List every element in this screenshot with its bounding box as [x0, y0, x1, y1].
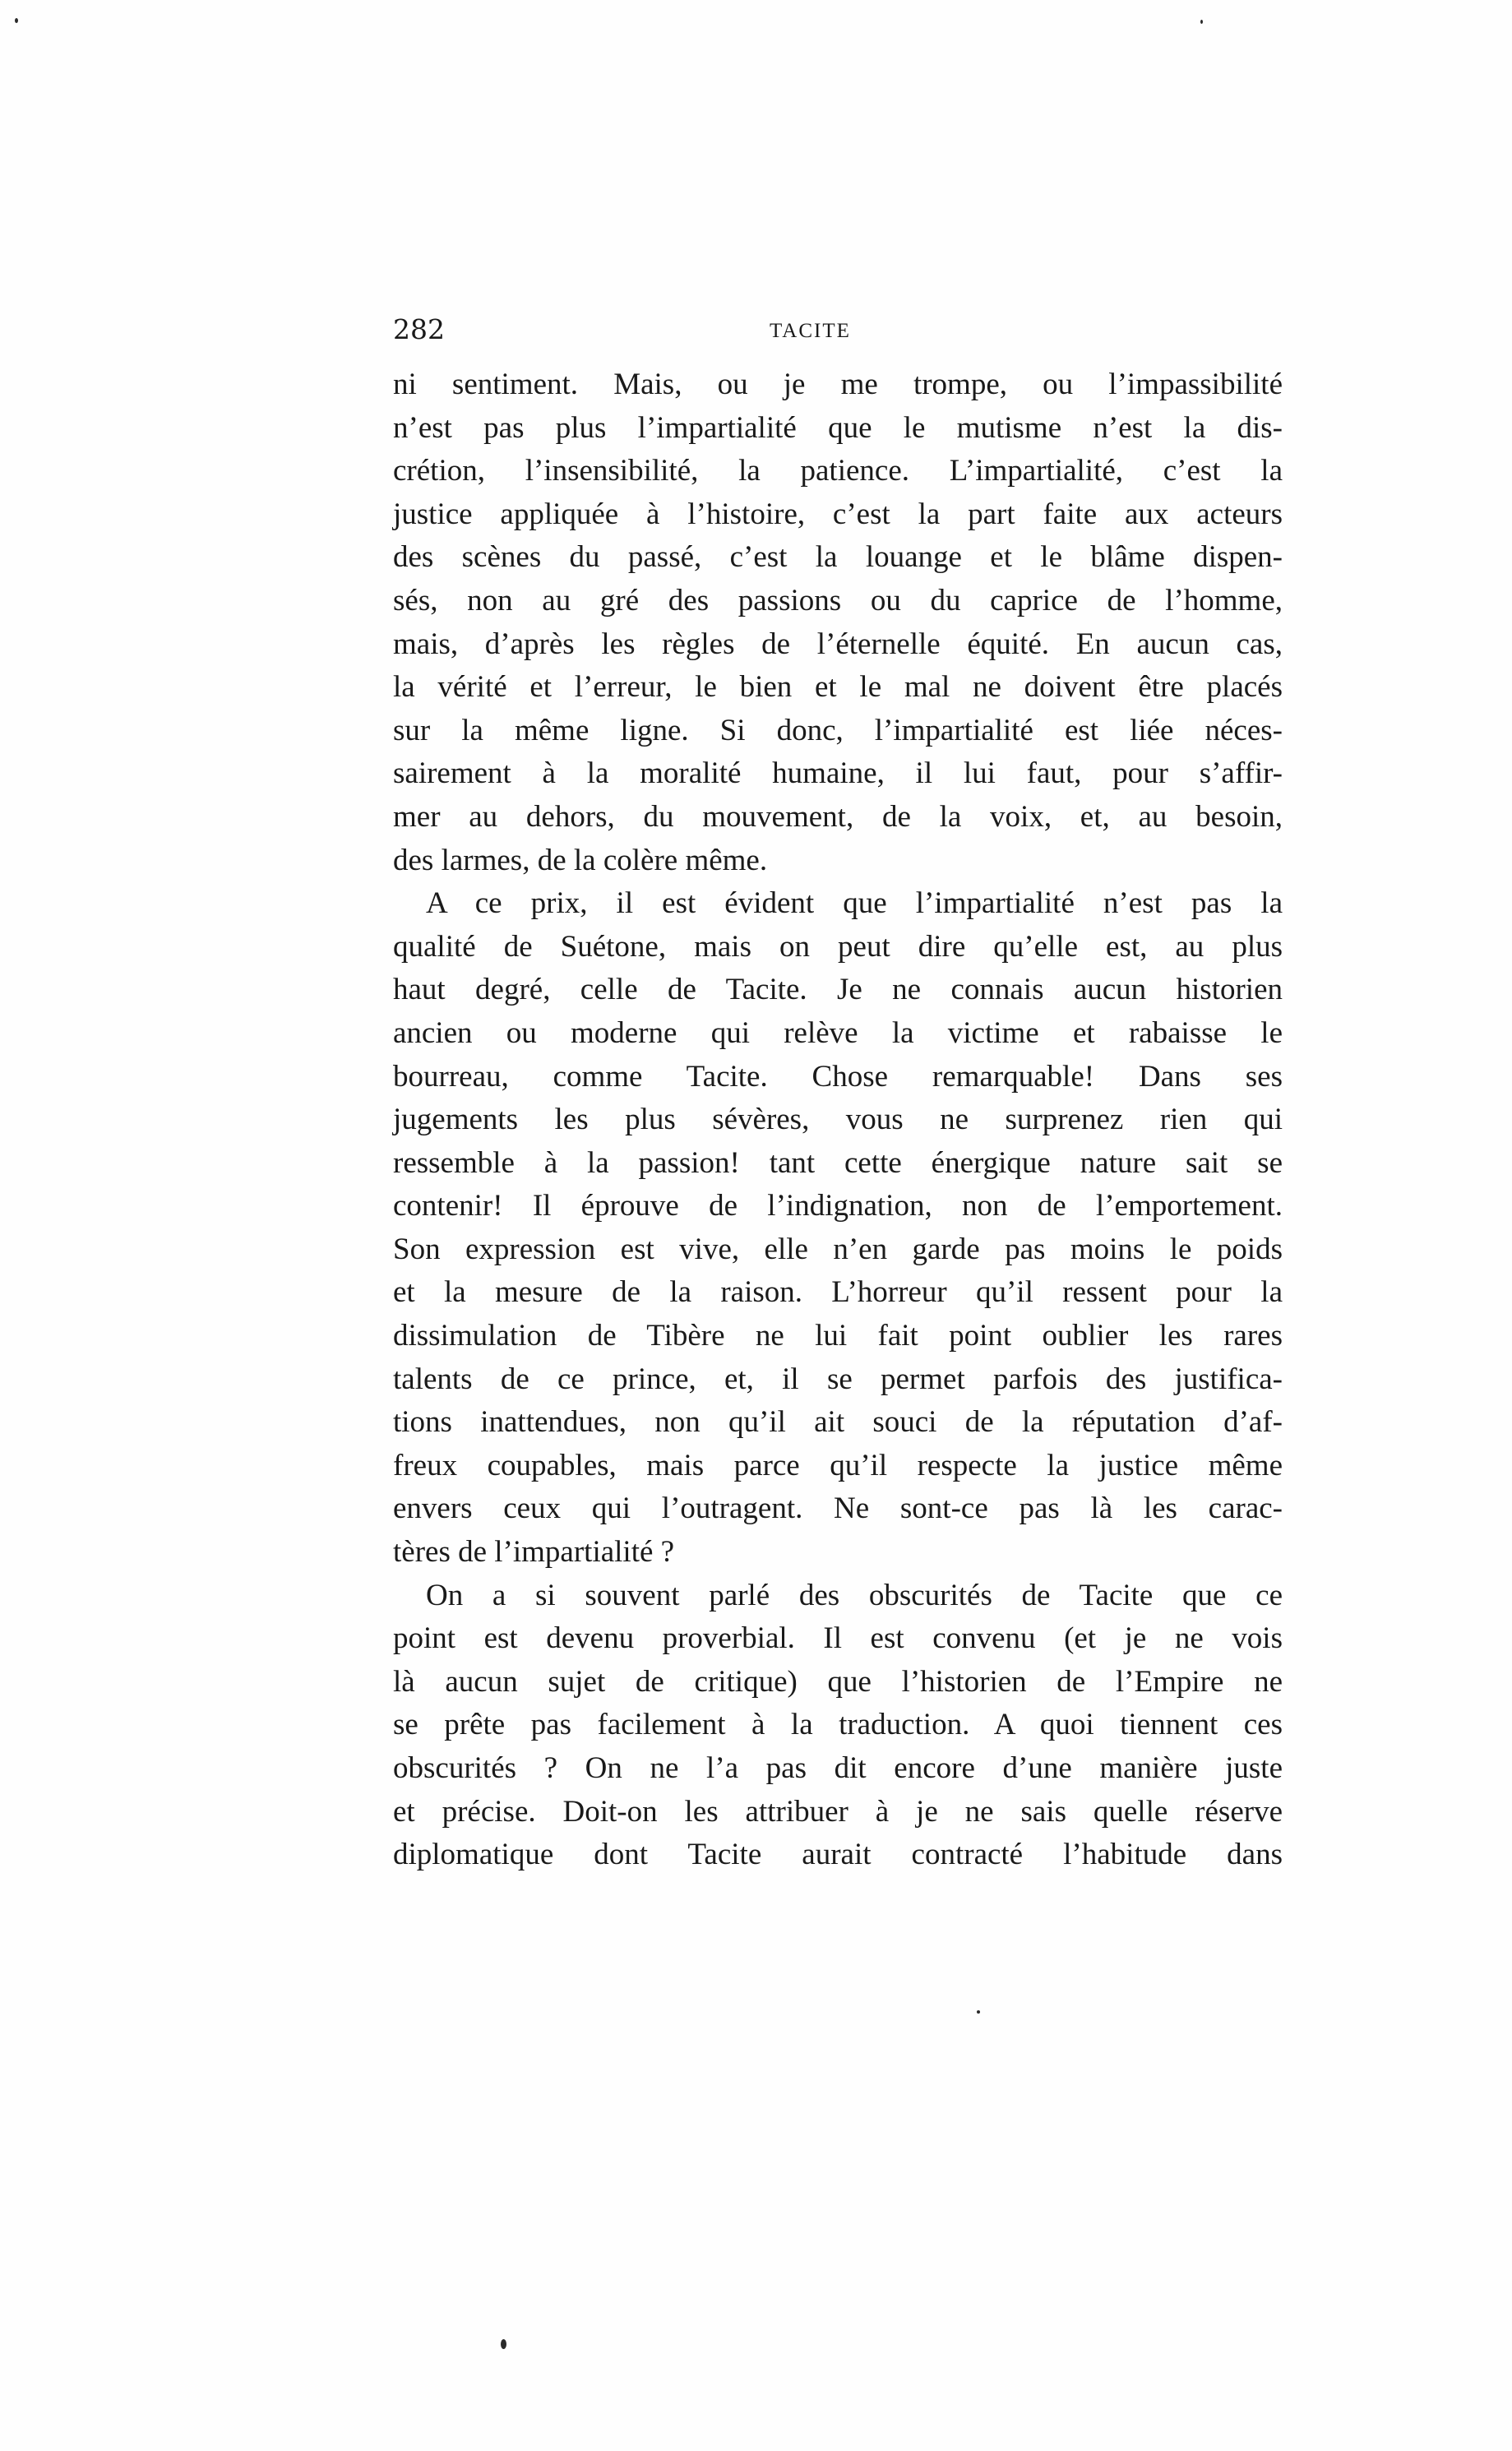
text-line: n’est pas plus l’impartialité que le mutisme n’est la dis-: [393, 410, 1283, 445]
text-line: haut degré, celle de Tacite. Je ne connais aucun historien: [393, 973, 1283, 1007]
text-line: se prête pas facilement à la traduction. A quoi tiennent ces: [393, 1708, 1283, 1742]
text-line: tères de l’impartialité ?: [393, 1535, 675, 1570]
text-line: bourreau, comme Tacite. Chose remarquable! Dans ses: [393, 1059, 1283, 1094]
text-line: ressemble à la passion! tant cette énergique nature sait se: [393, 1145, 1283, 1180]
text-line: dissimulation de Tibère ne lui fait point oublier les rares: [393, 1319, 1283, 1353]
text-line: crétion, l’insensibilité, la patience. L’impartialité, c’est la: [393, 454, 1283, 488]
text-line: sés, non au gré des passions ou du caprice de l’homme,: [393, 583, 1283, 617]
text-line: là aucun sujet de critique) que l’historien de l’Empire ne: [393, 1664, 1283, 1699]
text-line: mer au dehors, du mouvement, de la voix, et, au besoin,: [393, 799, 1283, 834]
text-line: et la mesure de la raison. L’horreur qu’il ressent pour la: [393, 1275, 1283, 1310]
text-line: point est devenu proverbial. Il est convenu (et je ne vois: [393, 1621, 1283, 1656]
ink-speck: [501, 2339, 506, 2349]
text-line: la vérité et l’erreur, le bien et le mal ne doivent être placés: [393, 670, 1283, 705]
text-line: Son expression est vive, elle n’en garde pas moins le poids: [393, 1232, 1283, 1266]
ink-speck: [977, 2010, 980, 2014]
body-text: [393, 363, 1283, 1877]
text-line: talents de ce prince, et, il se permet parfois des justifica-: [393, 1362, 1283, 1396]
text-line: jugements les plus sévères, vous ne surprenez rien qui: [393, 1103, 1283, 1137]
text-line: ni sentiment. Mais, ou je me trompe, ou l’impassibilité: [393, 368, 1283, 401]
text-line: sairement à la moralité humaine, il lui faut, pour s’affir-: [393, 756, 1283, 791]
running-head: TACITE: [770, 320, 851, 342]
text-line: diplomatique dont Tacite aurait contracté l’habitude dans: [393, 1838, 1283, 1872]
paragraph-start-line: A ce prix, il est évident que l’impartialité n’est pas la: [426, 886, 1283, 921]
text-line: des larmes, de la colère même.: [393, 843, 768, 877]
text-line: contenir! Il éprouve de l’indignation, non de l’emportement.: [393, 1189, 1283, 1223]
paragraph-start-line: On a si souvent parlé des obscurités de Tacite que ce: [426, 1578, 1283, 1612]
text-line: freux coupables, mais parce qu’il respecte la justice même: [393, 1448, 1283, 1482]
ink-speck: [1200, 20, 1203, 24]
ink-speck: [15, 18, 18, 23]
text-line: et précise. Doit-on les attribuer à je ne sais quelle réserve: [393, 1794, 1283, 1829]
text-line: des scènes du passé, c’est la louange et le blâme dispen-: [393, 540, 1283, 575]
text-line: obscurités ? On ne l’a pas dit encore d’une manière juste: [393, 1751, 1283, 1785]
text-line: envers ceux qui l’outragent. Ne sont-ce pas là les carac-: [393, 1491, 1283, 1526]
text-line: qualité de Suétone, mais on peut dire qu’elle est, au plus: [393, 929, 1283, 964]
page-header: [393, 309, 1283, 350]
page-number: 282: [393, 313, 445, 345]
text-line: justice appliquée à l’histoire, c’est la part faite aux acteurs: [393, 497, 1283, 531]
text-line: sur la même ligne. Si donc, l’impartialité est liée néces-: [393, 713, 1283, 747]
text-line: mais, d’après les règles de l’éternelle équité. En aucun cas,: [393, 627, 1283, 661]
text-line: tions inattendues, non qu’il ait souci de la réputation d’af-: [393, 1405, 1283, 1440]
text-line: ancien ou moderne qui relève la victime et rabaisse le: [393, 1015, 1283, 1050]
